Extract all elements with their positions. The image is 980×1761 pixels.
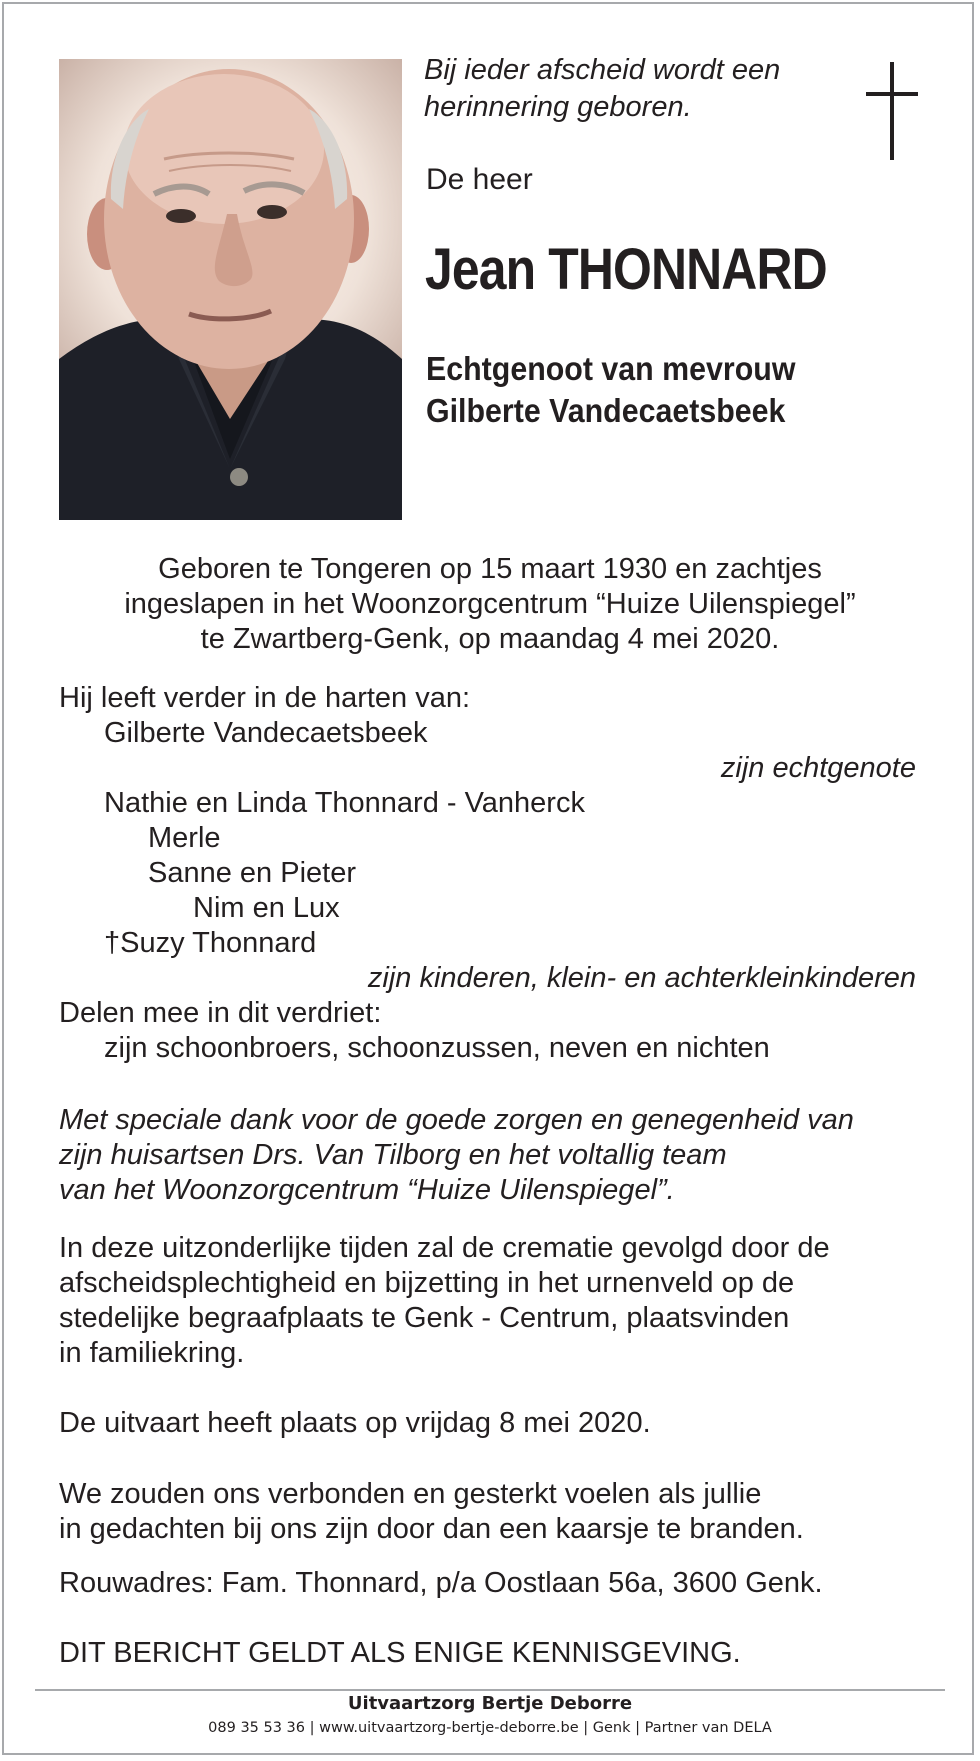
opening-quote: Bij ieder afscheid wordt een herinnering geboren.	[424, 54, 781, 123]
footer-divider	[35, 1689, 945, 1691]
ceremony-line-2: afscheidsplechtigheid en bijzetting in het urnenveld op de	[59, 1267, 795, 1299]
salutation: De heer	[426, 163, 533, 196]
spouse-role: zijn echtgenote	[720, 752, 916, 784]
mourning-address: Rouwadres: Fam. Thonnard, p/a Oostlaan 56a, 3600 Genk.	[59, 1567, 823, 1599]
relatives: zijn schoonbroers, schoonzussen, neven en nichten	[104, 1032, 770, 1064]
portrait-illustration	[59, 59, 402, 520]
ceremony-line-3: stedelijke begraafplaats te Genk - Centrum, plaatsvinden	[59, 1302, 790, 1334]
birth-line-2: ingeslapen in het Woonzorgcentrum “Huize Uilenspiegel”	[124, 588, 856, 620]
funeral-home-contact: 089 35 53 36 | www.uitvaartzorg-bertje-deborre.be | Genk | Partner van DELA	[208, 1720, 772, 1736]
family-intro: Hij leeft verder in de harten van:	[59, 682, 471, 714]
deceased-name: Jean THONNARD	[425, 237, 827, 302]
share-intro: Delen mee in dit verdriet:	[59, 997, 382, 1029]
thanks-line-1: Met speciale dank voor de goede zorgen en genegenheid van	[59, 1104, 854, 1136]
grandchild-1: Merle	[148, 822, 221, 854]
children-role: zijn kinderen, klein- en achterkleinkinderen	[367, 962, 916, 994]
notice: DIT BERICHT GELDT ALS ENIGE KENNISGEVING.	[59, 1637, 741, 1669]
spouse-name: Gilberte Vandecaetsbeek	[104, 717, 428, 749]
funeral-date: De uitvaart heeft plaats op vrijdag 8 mei 2020.	[59, 1407, 651, 1439]
candle-line-1: We zouden ons verbonden en gesterkt voelen als jullie	[59, 1478, 762, 1510]
great-grandchildren: Nim en Lux	[193, 892, 340, 924]
spouse-title: Echtgenoot van mevrouw Gilberte Vandecaetsbeek	[426, 350, 796, 429]
thanks-line-3: van het Woonzorgcentrum “Huize Uilenspiegel”.	[59, 1174, 675, 1206]
child-1: Nathie en Linda Thonnard - Vanherck	[104, 787, 585, 819]
grandchild-2: Sanne en Pieter	[148, 857, 356, 889]
ceremony-line-1: In deze uitzonderlijke tijden zal de crematie gevolgd door de	[59, 1232, 830, 1264]
child-2: †Suzy Thonnard	[104, 927, 317, 959]
cross-icon	[866, 62, 918, 160]
ceremony-line-4: in familiekring.	[59, 1337, 245, 1369]
funeral-home-name: Uitvaartzorg Bertje Deborre	[347, 1693, 633, 1714]
candle-line-2: in gedachten bij ons zijn door dan een kaarsje te branden.	[59, 1513, 804, 1545]
thanks-line-2: zijn huisartsen Drs. Van Tilborg en het voltallig team	[59, 1139, 727, 1171]
birth-line-1: Geboren te Tongeren op 15 maart 1930 en zachtjes	[158, 553, 822, 585]
portrait-photo	[59, 59, 402, 520]
birth-line-3: te Zwartberg-Genk, op maandag 4 mei 2020.	[200, 623, 780, 655]
